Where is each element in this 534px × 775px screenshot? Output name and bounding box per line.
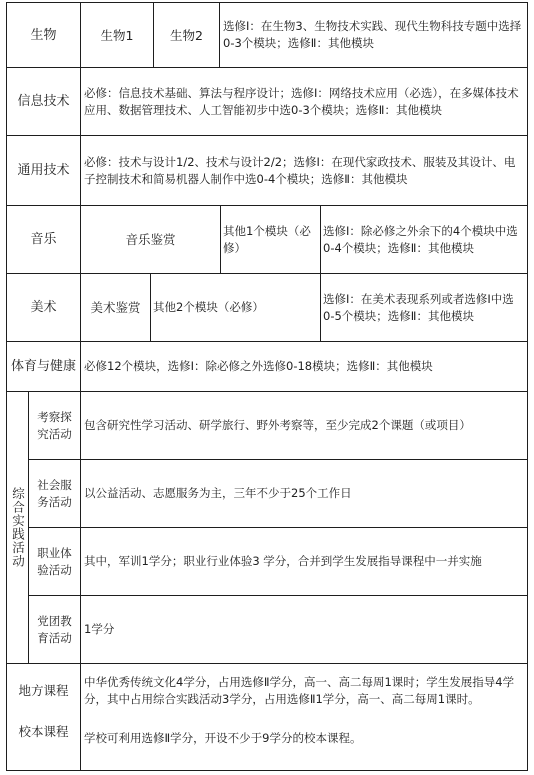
row-divider (6, 663, 527, 664)
music-content: 选修Ⅰ：除必修之外余下的4个模块中选0-4个模块；选修Ⅱ：其他模块 (323, 223, 518, 255)
it-content: 必修：信息技术基础、算法与程序设计；选修Ⅰ：网络技术应用（必选），在多媒体技术应用、数据管理技术、人工智能初步中选0-3个模块；选修Ⅱ：其他模块 (84, 85, 519, 117)
practice-content-career: 其中，军训1学分；职业行业体验3 学分，合并到学生发展指导课程中一并实施 (84, 554, 482, 568)
practice-content-service: 以公益活动、志愿服务为主，三年不少于25个工作日 (84, 486, 352, 500)
practice-group-label: 综合实践活动 (10, 487, 26, 568)
school-course-content: 学校可利用选修Ⅱ学分，开设不少于9学分的校本课程。 (84, 731, 362, 745)
practice-label-career: 职业体验活动 (37, 545, 72, 577)
practice-label-service: 社会服务活动 (37, 477, 72, 509)
general-tech-subject: 通用技术 (17, 163, 70, 178)
pe-content: 必修12个模块，选修Ⅰ：除必修之外选修0-18模块；选修Ⅱ：其他模块 (84, 359, 433, 373)
biology-module-1: 生物1 (100, 27, 134, 43)
table-border-right (527, 2, 528, 771)
music-module-2: 其他1个模块（必修） (223, 223, 311, 255)
art-module-2: 其他2个模块（必修） (153, 300, 264, 314)
biology-content: 选修Ⅰ：在生物3、生物技术实践、现代生物科技专题中选择0-3个模块；选修Ⅱ：其他模块 (223, 19, 522, 50)
local-course-label: 地方课程 (18, 682, 69, 698)
practice-label-party: 党团教育活动 (37, 613, 72, 645)
biology-subject: 生物 (30, 27, 57, 43)
table-border-bottom (6, 770, 527, 771)
art-subject: 美术 (30, 300, 57, 315)
pe-subject: 体育与健康 (10, 359, 76, 374)
practice-content-party: 1学分 (84, 622, 115, 636)
general-tech-content: 必修：技术与设计1/2、技术与设计2/2；选修Ⅰ：在现代家政技术、服装及其设计、电子控制技术和简易机器人制作中选0-4个模块；选修Ⅱ：其他模块 (84, 154, 516, 186)
art-content: 选修Ⅰ：在美术表现系列或者选修Ⅰ中选0-5个模块；选修Ⅱ：其他模块 (323, 291, 514, 323)
music-module-1: 音乐鉴赏 (125, 232, 176, 247)
music-subject: 音乐 (30, 232, 57, 247)
local-course-content: 中华优秀传统文化4学分，占用选修Ⅱ学分，高一、高二每周1课时；学生发展指导4学分，其中占用综合实践活动3学分，占用选修Ⅱ1学分，高一、高二每周1课时。 (84, 675, 515, 706)
practice-label-inquiry: 考察探究活动 (37, 409, 72, 441)
practice-content-inquiry: 包含研究性学习活动、研学旅行、野外考察等，至少完成2个课题（或项目） (84, 418, 471, 432)
biology-module-2: 生物2 (170, 27, 203, 43)
it-subject: 信息技术 (17, 94, 70, 109)
art-module-1: 美术鉴赏 (90, 300, 141, 315)
school-course-label: 校本课程 (18, 723, 69, 739)
